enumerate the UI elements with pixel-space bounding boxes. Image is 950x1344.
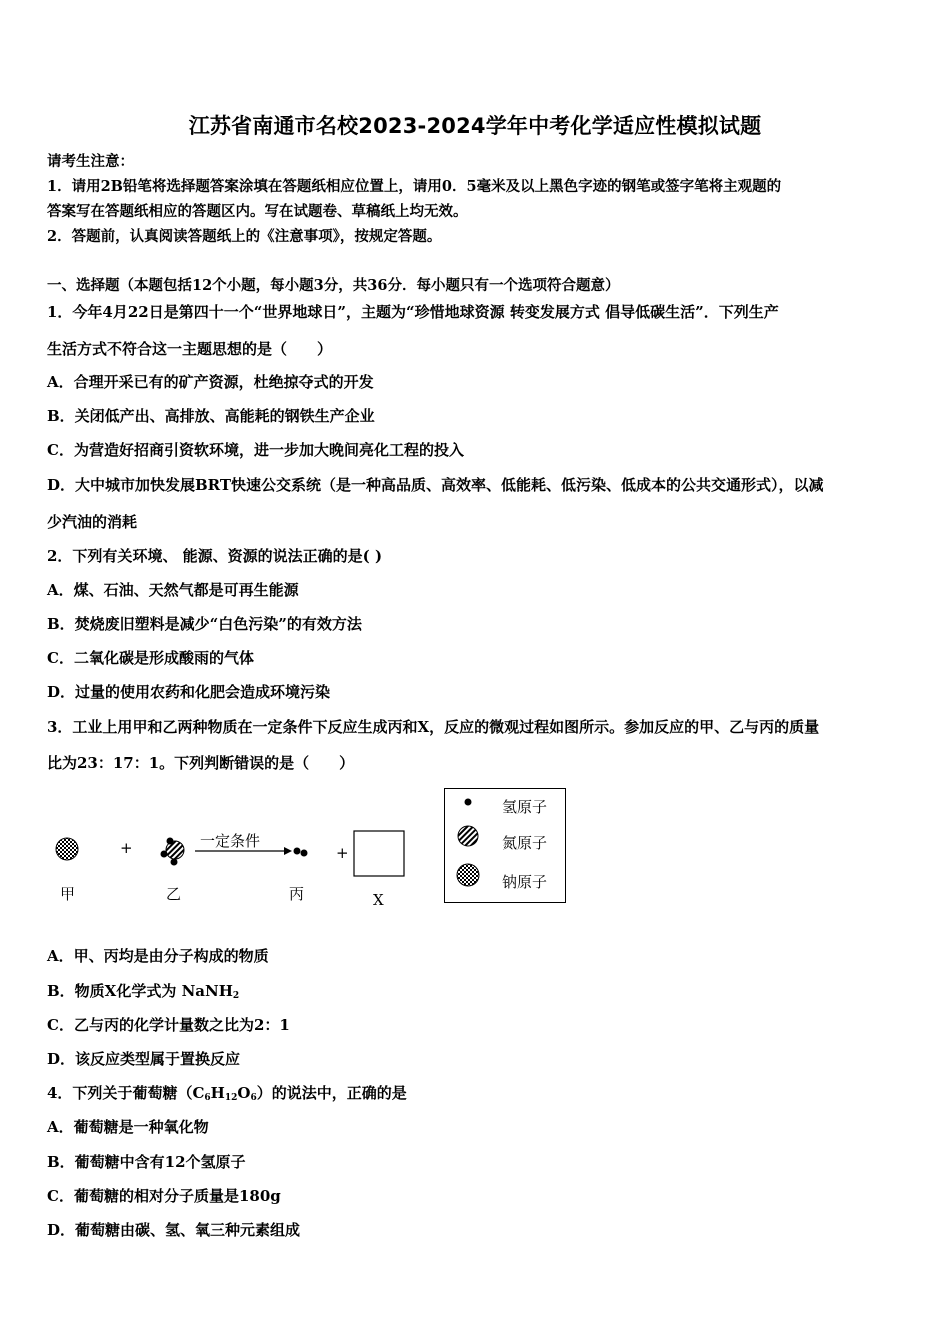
q1-stem-line-1: 1．今年4月22日是第四十一个“世界地球日”，主题为“珍惜地球资源 转变发展方式 倡导低碳生活”．下列生产 xyxy=(47,303,779,321)
q3-option-b xyxy=(47,981,917,1001)
sodium-atom-icon xyxy=(56,838,78,860)
q4-option-b: B．葡萄糖中含有12个氢原子 xyxy=(47,1153,246,1171)
q2-option-c: C．二氧化碳是形成酸雨的气体 xyxy=(47,649,254,667)
q2-option-a: A．煤、石油、天然气都是可再生能源 xyxy=(47,581,299,599)
q3-option-b-subscript: 2 xyxy=(232,991,240,1001)
notice-item-1-line-1: 1．请用2B铅笔将选择题答案涂填在答题纸相应位置上，请用0．5毫米及以上黑色字迹的钢笔或签字笔将主观题的 xyxy=(47,178,782,195)
q3-stem-line-1: 3．工业上用甲和乙两种物质在一定条件下反应生成丙和X，反应的微观过程如图所示。参加反应的甲、乙与丙的质量 xyxy=(47,718,820,736)
label-jia: 甲 xyxy=(60,885,76,903)
q2-option-b: B．焚烧废旧塑料是减少“白色污染”的有效方法 xyxy=(47,615,362,633)
glucose-formula xyxy=(192,1084,256,1102)
formula-c-sub: 6 xyxy=(204,1093,211,1103)
q1-option-b: B．关闭低产出、高排放、高能耗的钢铁生产企业 xyxy=(47,407,375,425)
label-x: X xyxy=(373,891,384,909)
unknown-x-box xyxy=(354,831,404,876)
legend-hydrogen-label: 氢原子 xyxy=(502,798,548,816)
formula-o-sub: 6 xyxy=(250,1093,257,1103)
q2-stem: 2．下列有关环境、 能源、资源的说法正确的是( ) xyxy=(47,547,383,565)
formula-o: O xyxy=(237,1084,251,1102)
q1-option-a: A．合理开采已有的矿产资源，杜绝掠夺式的开发 xyxy=(47,373,374,391)
q4-stem-prefix: 4．下列关于葡萄糖（ xyxy=(47,1084,193,1102)
q3-stem-line-2: 比为23：17：1。下列判断错误的是（ ） xyxy=(47,754,355,772)
page-title: 江苏省南通市名校2023-2024学年中考化学适应性模拟试题 xyxy=(188,114,762,138)
q3-option-a: A．甲、丙均是由分子构成的物质 xyxy=(47,947,269,965)
legend-nitrogen-label: 氮原子 xyxy=(502,834,548,852)
ammonia-molecule-icon xyxy=(161,838,185,866)
q4-option-a: A．葡萄糖是一种氧化物 xyxy=(47,1118,209,1136)
reaction-diagram xyxy=(40,783,580,913)
q1-stem-line-2: 生活方式不符合这一主题思想的是（ ） xyxy=(47,340,333,358)
label-yi: 乙 xyxy=(166,885,182,903)
hydrogen-molecule-icon xyxy=(294,848,308,857)
q2-option-d: D．过量的使用农药和化肥会造成环境污染 xyxy=(47,683,331,701)
legend-box xyxy=(444,788,566,903)
q3-option-b-formula: NaNH xyxy=(181,982,233,1000)
label-bing: 丙 xyxy=(289,885,305,903)
section-heading: 一、选择题（本题包括12个小题，每小题3分，共36分．每小题只有一个选项符合题意） xyxy=(47,277,620,294)
q1-option-d-line-2: 少汽油的消耗 xyxy=(47,513,138,531)
plus-sign-2: + xyxy=(336,844,349,862)
q3-option-d: D．该反应类型属于置换反应 xyxy=(47,1050,241,1068)
reaction-condition: 一定条件 xyxy=(200,832,261,850)
q4-stem-suffix: ）的说法中，正确的是 xyxy=(256,1084,407,1102)
q1-option-d-line-1: D．大中城市加快发展BRT快速公交系统（是一种高品质、高效率、低能耗、低污染、低成本的公共交通形式），以减 xyxy=(47,476,824,494)
plus-sign-1: + xyxy=(120,839,133,857)
legend-sodium-label: 钠原子 xyxy=(502,873,548,891)
q3-option-c: C．乙与丙的化学计量数之比为2：1 xyxy=(47,1016,290,1034)
q1-option-c: C．为营造好招商引资软环境，进一步加大晚间亮化工程的投入 xyxy=(47,441,464,459)
formula-h: H xyxy=(210,1084,225,1102)
formula-c: C xyxy=(192,1084,205,1102)
formula-h-sub: 12 xyxy=(224,1093,238,1103)
q3-option-b-prefix: B．物质X化学式为 xyxy=(47,982,177,1000)
q4-option-c: C．葡萄糖的相对分子质量是180g xyxy=(47,1187,281,1205)
notice-item-2: 2．答题前，认真阅读答题纸上的《注意事项》，按规定答题。 xyxy=(47,228,442,245)
reaction-arrowhead xyxy=(284,847,292,855)
q4-option-d: D．葡萄糖由碳、氢、氧三种元素组成 xyxy=(47,1221,301,1239)
notice-heading: 请考生注意： xyxy=(47,153,134,170)
q4-stem xyxy=(47,1083,917,1103)
notice-item-1-line-2: 答案写在答题纸相应的答题区内。写在试题卷、草稿纸上均无效。 xyxy=(47,203,468,220)
